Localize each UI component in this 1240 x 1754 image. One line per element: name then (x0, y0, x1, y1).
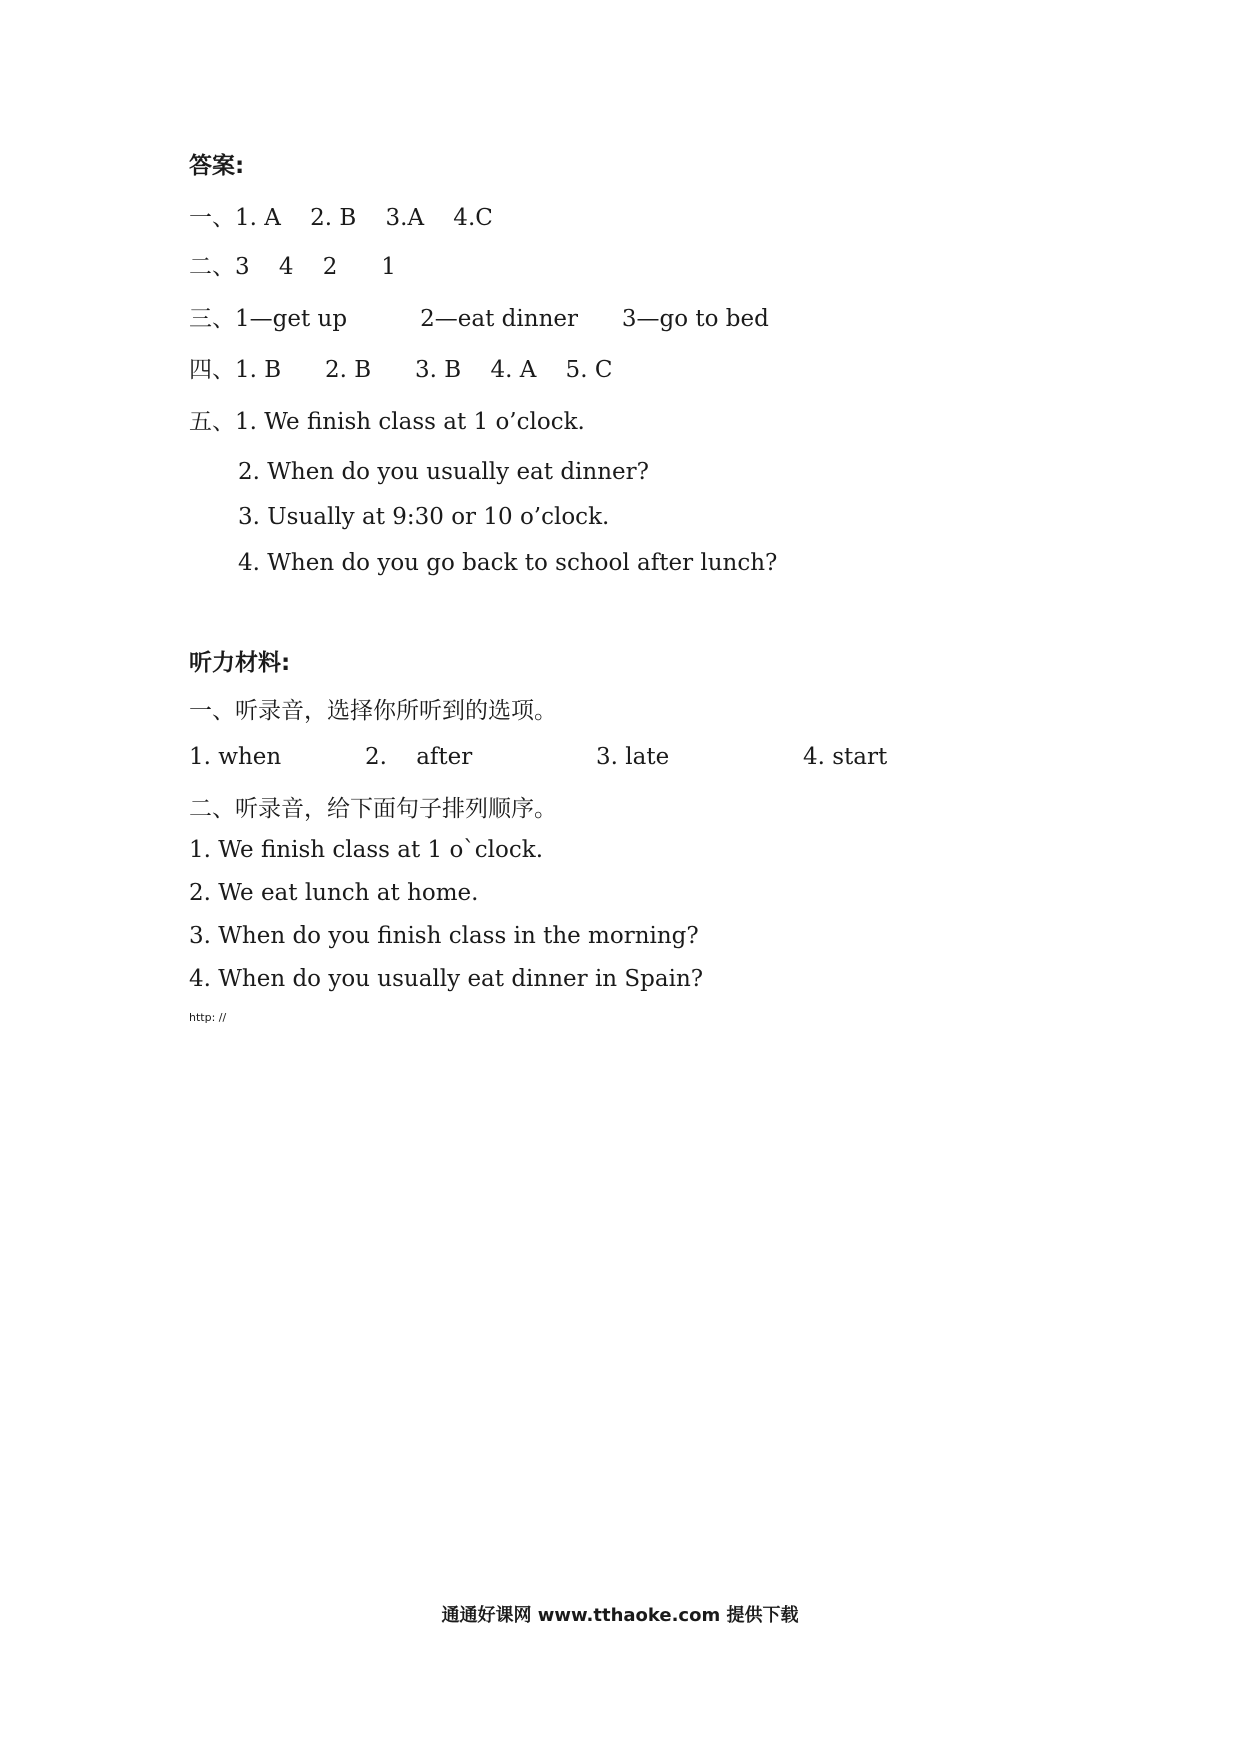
listening-part1-title: 一、听录音，选择你所听到的选项。 (189, 698, 557, 724)
part2-item-1: 1. We finish class at 1 o`clock. (189, 837, 544, 863)
listening-part2-title: 二、听录音，给下面句子排列顺序。 (189, 796, 557, 822)
part2-item-3: 3. When do you finish class in the morning? (189, 923, 699, 949)
part2-item-4: 4. When do you usually eat dinner in Spain? (189, 966, 704, 992)
answer-line-4: 四、1. B 2. B 3. B 4. A 5. C (189, 357, 613, 383)
listening-heading: 听力材料: (189, 650, 291, 676)
answer-line-3: 三、1—get up 2—eat dinner 3—go to bed (189, 306, 769, 332)
footer-credit: 通通好课网 www.tthaoke.com 提供下载 (441, 1605, 799, 1626)
answers-heading: 答案: (189, 153, 245, 179)
answer-subline-2: 2. When do you usually eat dinner? (238, 459, 649, 485)
url-text: http: // (189, 1011, 227, 1024)
answer-line-2: 二、3 4 2 1 (189, 254, 396, 280)
part1-item-3: 3. late (596, 744, 670, 770)
answer-subline-3: 3. Usually at 9:30 or 10 o’clock. (238, 504, 610, 530)
answer-line-1: 一、1. A 2. B 3.A 4.C (189, 205, 493, 231)
answer-subline-4: 4. When do you go back to school after lunch? (238, 550, 778, 576)
answer-line-5: 五、1. We finish class at 1 o’clock. (189, 409, 585, 435)
part1-item-4: 4. start (803, 744, 888, 770)
part1-item-2: 2. after (365, 744, 473, 770)
part1-item-1: 1. when (189, 744, 282, 770)
part2-item-2: 2. We eat lunch at home. (189, 880, 479, 906)
